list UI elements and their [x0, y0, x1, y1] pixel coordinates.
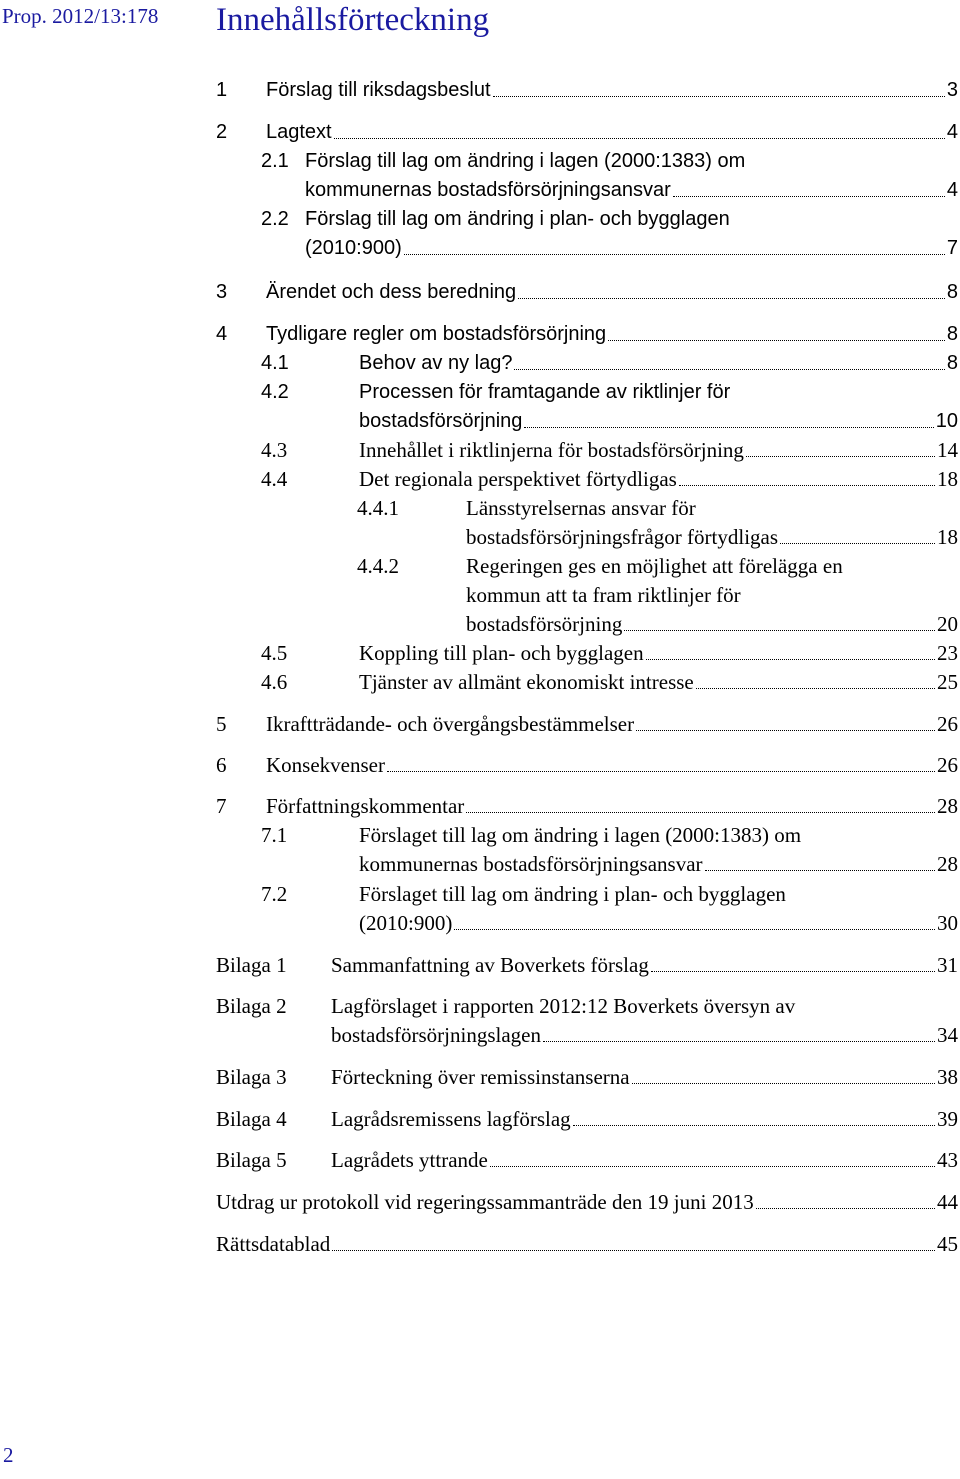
toc-entry[interactable]	[0, 176, 960, 204]
toc-entry-page: 44	[937, 1190, 958, 1214]
toc-entry-title: Utdrag ur protokoll vid regeringssammanträde den 19 juni 2013	[216, 1190, 754, 1214]
toc-entry[interactable]	[0, 909, 960, 937]
toc-entry-number: Bilaga 3	[216, 1065, 287, 1089]
toc-entry-title: Sammanfattning av Boverkets förslag	[331, 953, 649, 977]
toc-entry[interactable]	[0, 494, 960, 522]
toc-entry-page: 18	[937, 525, 958, 549]
toc-entry[interactable]	[0, 523, 960, 551]
toc-entry-page: 39	[937, 1107, 958, 1131]
toc-entry[interactable]	[0, 118, 960, 146]
toc-entry-title: Konsekvenser	[266, 753, 385, 777]
toc-entry[interactable]	[0, 710, 960, 738]
toc-entry-number: 5	[216, 712, 227, 736]
toc-entry[interactable]	[0, 1063, 960, 1091]
dot-leader	[632, 1083, 935, 1084]
dot-leader	[404, 254, 945, 255]
toc-entry-title: Förslag till lag om ändring i plan- och bygglagen	[305, 208, 730, 230]
dot-leader	[646, 659, 935, 660]
toc-entry-page: 26	[937, 753, 958, 777]
toc-entry[interactable]	[0, 349, 960, 377]
toc-entry[interactable]	[0, 320, 960, 348]
toc-entry-page: 43	[937, 1148, 958, 1172]
toc-entry[interactable]	[0, 205, 960, 233]
toc-entry-number: 4	[216, 323, 228, 345]
toc-entry-number: 2.2	[261, 208, 289, 230]
toc-entry-number: 2.1	[261, 150, 289, 172]
dot-leader	[651, 971, 935, 972]
toc-entry-page: 18	[937, 467, 958, 491]
toc-entry[interactable]	[0, 1146, 960, 1174]
toc-entry-page: 26	[937, 712, 958, 736]
toc-entry-number: Bilaga 4	[216, 1107, 287, 1131]
toc-entry-number: 4.4.1	[357, 496, 399, 520]
toc-entry-number: 4.4.2	[357, 554, 399, 578]
toc-entry-page: 4	[946, 179, 958, 201]
dot-leader	[466, 812, 935, 813]
toc-entry-title: bostadsförsörjningsfrågor förtydligas	[466, 525, 779, 549]
dot-leader	[332, 1250, 935, 1251]
toc-entry-number: 4.2	[261, 381, 289, 403]
toc-entry-page: 14	[937, 438, 958, 462]
toc-entry-number: 2	[216, 121, 228, 143]
toc-entry[interactable]	[0, 992, 960, 1020]
toc-entry-page: 30	[937, 911, 958, 935]
toc-entry[interactable]	[0, 407, 960, 435]
proposition-label: Prop. 2012/13:178	[2, 4, 159, 28]
toc-entry-number: 7.2	[261, 882, 288, 906]
toc-entry-page: 25	[937, 670, 958, 694]
dot-leader	[746, 456, 935, 457]
toc-entry-number: 1	[216, 79, 228, 101]
toc-entry-number: Bilaga 2	[216, 994, 287, 1018]
toc-entry[interactable]	[0, 1105, 960, 1133]
toc-entry[interactable]	[0, 552, 960, 580]
toc-entry-number: 3	[216, 281, 228, 303]
dot-leader	[705, 870, 935, 871]
toc-entry[interactable]	[0, 880, 960, 908]
toc-entry[interactable]	[0, 792, 960, 820]
toc-entry-title: kommunernas bostadsförsörjningsansvar	[305, 179, 671, 201]
toc-entry[interactable]	[0, 1230, 960, 1258]
dot-leader	[696, 688, 935, 689]
toc-entry-title: Tydligare regler om bostadsförsörjning	[266, 323, 607, 345]
toc-entry-number: Bilaga 1	[216, 953, 287, 977]
toc-entry-number: 4.4	[261, 467, 288, 491]
toc-entry-number: 4.3	[261, 438, 288, 462]
toc-entry-title: Lagförslaget i rapporten 2012:12 Boverkets översyn av	[331, 994, 796, 1018]
toc-entry[interactable]	[0, 639, 960, 667]
toc-entry-title: Förslag till lag om ändring i lagen (2000:1383) om	[305, 150, 746, 172]
toc-entry-title: Ikraftträdande- och övergångsbestämmelser	[266, 712, 635, 736]
toc-entry-title: Det regionala perspektivet förtydligas	[359, 467, 677, 491]
toc-entry-number: Bilaga 5	[216, 1148, 287, 1172]
toc-entry-title: (2010:900)	[305, 237, 402, 259]
toc-entry[interactable]	[0, 147, 960, 175]
toc-entry-title: bostadsförsörjning	[466, 612, 623, 636]
toc-entry[interactable]	[0, 278, 960, 306]
toc-entry-title: Förslag till riksdagsbeslut	[266, 79, 491, 101]
toc-entry[interactable]	[0, 668, 960, 696]
toc-entry[interactable]	[0, 850, 960, 878]
toc-entry-title: Regeringen ges en möjlighet att förelägga en	[466, 554, 843, 578]
toc-entry-page: 8	[946, 281, 958, 303]
dot-leader	[780, 543, 935, 544]
toc-entry[interactable]	[0, 581, 960, 609]
dot-leader	[514, 369, 944, 370]
toc-entry-page: 20	[937, 612, 958, 636]
toc-entry-title: bostadsförsörjning	[359, 410, 523, 432]
toc-entry-page: 45	[937, 1232, 958, 1256]
dot-leader	[573, 1125, 935, 1126]
dot-leader	[673, 196, 945, 197]
toc-entry-title: Länsstyrelsernas ansvar för	[466, 496, 696, 520]
toc-entry-number: 4.1	[261, 352, 289, 374]
toc-entry-title: Innehållet i riktlinjerna för bostadsförsörjning	[359, 438, 744, 462]
toc-entry-page: 28	[937, 794, 958, 818]
toc-entry[interactable]	[0, 951, 960, 979]
toc-entry-title: Författningskommentar	[266, 794, 465, 818]
toc-entry[interactable]	[0, 465, 960, 493]
dot-leader	[493, 96, 945, 97]
toc-entry-title: Rättsdatablad	[216, 1232, 331, 1256]
toc-entry-title: Koppling till plan- och bygglagen	[359, 641, 644, 665]
toc-entry-page: 23	[937, 641, 958, 665]
toc-entry-page: 38	[937, 1065, 958, 1089]
dot-leader	[387, 771, 935, 772]
toc-entry-page: 7	[946, 237, 958, 259]
toc-entry-number: 7.1	[261, 823, 288, 847]
toc-entry-number: 7	[216, 794, 227, 818]
toc-entry-page: 8	[946, 352, 958, 374]
toc-entry[interactable]	[0, 234, 960, 262]
page-number: 2	[3, 1443, 14, 1467]
toc-entry-title: Lagtext	[266, 121, 332, 143]
toc-entry-number: 4.6	[261, 670, 288, 694]
toc-entry[interactable]	[0, 76, 960, 104]
dot-leader	[756, 1208, 935, 1209]
toc-entry-title: kommunernas bostadsförsörjningsansvar	[359, 852, 703, 876]
toc-entry[interactable]	[0, 1021, 960, 1049]
toc-entry-title: Förslaget till lag om ändring i plan- och bygglagen	[359, 882, 786, 906]
dot-leader	[624, 630, 935, 631]
toc-entry-number: 4.5	[261, 641, 288, 665]
toc-entry-title: Ärendet och dess beredning	[266, 281, 517, 303]
toc-entry-page: 4	[946, 121, 958, 143]
toc-entry-page: 31	[937, 953, 958, 977]
toc-entry-title: bostadsförsörjningslagen	[331, 1023, 541, 1047]
toc-entry-page: 10	[935, 410, 958, 432]
toc-entry-page: 34	[937, 1023, 958, 1047]
toc-entry[interactable]	[0, 751, 960, 779]
toc-entry[interactable]	[0, 378, 960, 406]
dot-leader	[608, 340, 945, 341]
toc-entry-title: Förslaget till lag om ändring i lagen (2000:1383) om	[359, 823, 802, 847]
dot-leader	[524, 427, 933, 428]
toc-entry-title: Processen för framtagande av riktlinjer för	[359, 381, 731, 403]
toc-entry[interactable]	[0, 1188, 960, 1216]
toc-entry[interactable]	[0, 436, 960, 464]
dot-leader	[454, 929, 935, 930]
dot-leader	[543, 1041, 935, 1042]
dot-leader	[334, 138, 945, 139]
dot-leader	[679, 485, 935, 486]
toc-entry[interactable]	[0, 821, 960, 849]
dot-leader	[490, 1166, 935, 1167]
page-title: Innehållsförteckning	[216, 2, 490, 38]
toc-entry-title: Lagrådsremissens lagförslag	[331, 1107, 571, 1131]
toc-entry-title: Lagrådets yttrande	[331, 1148, 488, 1172]
toc-entry-title: Förteckning över remissinstanserna	[331, 1065, 630, 1089]
toc-entry-page: 3	[946, 79, 958, 101]
toc-entry[interactable]	[0, 610, 960, 638]
toc-entry-number: 6	[216, 753, 227, 777]
dot-leader	[636, 730, 935, 731]
toc-entry-title: (2010:900)	[359, 911, 453, 935]
toc-entry-page: 8	[946, 323, 958, 345]
toc-entry-title: Behov av ny lag?	[359, 352, 513, 374]
toc-entry-title: Tjänster av allmänt ekonomiskt intresse	[359, 670, 694, 694]
toc-entry-title: kommun att ta fram riktlinjer för	[466, 583, 741, 607]
dot-leader	[518, 298, 945, 299]
toc-entry-page: 28	[937, 852, 958, 876]
